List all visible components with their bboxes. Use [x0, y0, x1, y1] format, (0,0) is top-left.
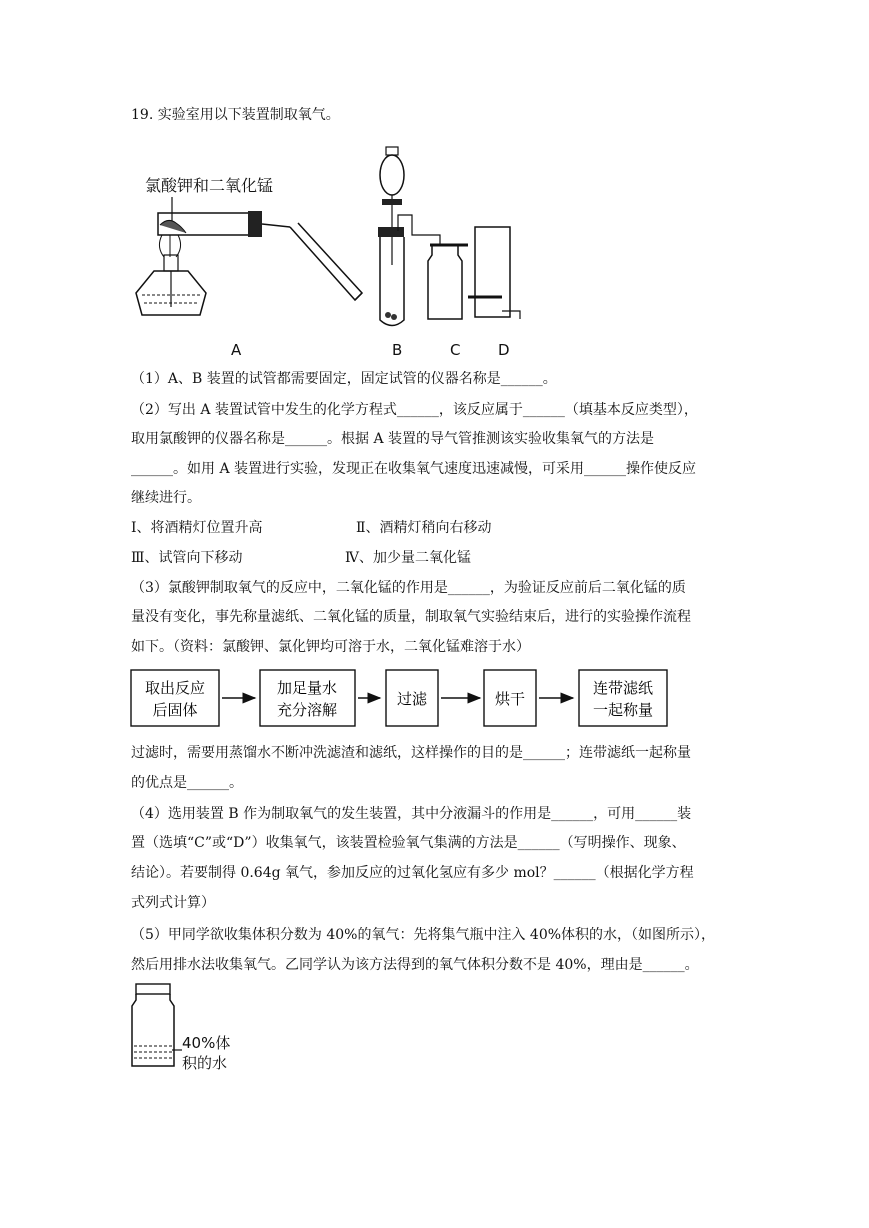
- label-b: B: [392, 341, 403, 359]
- text-line: （2）写出 A 装置试管中发生的化学方程式______，该反应属于______（填基本反应类型），: [131, 402, 698, 418]
- option-4: Ⅳ、加少量二氧化锰: [345, 550, 471, 566]
- label-d: D: [498, 341, 510, 359]
- text-line: 继续进行。: [131, 490, 201, 506]
- apparatus-b: [378, 147, 412, 326]
- svg-text:一起称量: 一起称量: [592, 701, 654, 719]
- flow-step-5: [579, 670, 667, 726]
- procedure-flowchart: [130, 668, 675, 730]
- svg-text:加足量水: 加足量水: [276, 679, 338, 697]
- label-a: A: [231, 341, 242, 359]
- flow-step-1: [131, 670, 219, 726]
- text-line: 量没有变化，事先称量滤纸、二氧化锰的质量，制取氧气实验结束后，进行的实验操作流程: [131, 609, 691, 625]
- flow-step-2: [260, 670, 355, 726]
- apparatus-diagram: [130, 135, 550, 365]
- text-line: 式列式计算）: [131, 895, 215, 911]
- water-label-line2: 积的水: [182, 1054, 228, 1072]
- text-line: （5）甲同学欲收集体积分数为 40%的氧气：先将集气瓶中注入 40%体积的水，（如图所示），: [131, 927, 716, 943]
- svg-text:过滤: 过滤: [396, 690, 428, 708]
- water-label-line1: 40%体: [182, 1034, 231, 1052]
- flow-step-4: [484, 670, 536, 726]
- text-line: （3）氯酸钾制取氧气的反应中，二氧化锰的作用是______，为验证反应前后二氧化锰的质: [131, 580, 686, 596]
- text-line: 如下。（资料：氯酸钾、氯化钾均可溶于水，二氧化锰难溶于水）: [131, 639, 530, 655]
- apparatus-c: [412, 225, 468, 319]
- text-line: 结论）。若要制得 0.64g 氧气，参加反应的过氧化氢应有多少 mol？______（根据化学方程: [131, 865, 694, 881]
- apparatus-a: [136, 211, 362, 315]
- text-line: 的优点是______。: [131, 775, 243, 791]
- text-line: 置（选填“C”或“D”）收集氧气，该装置检验氧气集满的方法是______（写明操作、现象、: [131, 835, 686, 851]
- text-line: ______。如用 A 装置进行实验，发现正在收集氧气速度迅速减慢，可采用______操作使反应: [131, 461, 697, 477]
- text-line: 过滤时，需要用蒸馏水不断冲洗滤渣和滤纸，这样操作的目的是______；连带滤纸一起称量: [131, 745, 691, 761]
- option-3: Ⅲ、试管向下移动: [131, 550, 243, 566]
- apparatus-d: [468, 227, 520, 319]
- text-line: 取用氯酸钾的仪器名称是______。根据 A 装置的导气管推测该实验收集氧气的方法是: [131, 431, 655, 447]
- svg-text:充分溶解: 充分溶解: [276, 701, 338, 719]
- gas-bottle-diagram: [126, 980, 256, 1080]
- question-title: 19. 实验室用以下装置制取氧气。: [131, 107, 340, 123]
- text-line: （1）A、B 装置的试管都需要固定，固定试管的仪器名称是______。: [131, 371, 557, 387]
- label-c: C: [450, 341, 461, 359]
- option-1: Ⅰ、将酒精灯位置升高: [131, 520, 263, 536]
- option-2: Ⅱ、酒精灯稍向右移动: [356, 520, 492, 536]
- reagent-label: 氯酸钾和二氧化锰: [145, 176, 274, 195]
- svg-text:后固体: 后固体: [152, 701, 198, 719]
- text-line: （4）选用装置 B 作为制取氧气的发生装置，其中分液漏斗的作用是______，可用______装: [131, 806, 692, 822]
- text-line: 然后用排水法收集氧气。乙同学认为该方法得到的氧气体积分数不是 40%，理由是______。: [131, 957, 699, 973]
- svg-text:连带滤纸: 连带滤纸: [592, 679, 654, 697]
- svg-text:取出反应: 取出反应: [144, 679, 206, 697]
- flow-step-3: [386, 670, 438, 726]
- svg-text:烘干: 烘干: [494, 690, 526, 708]
